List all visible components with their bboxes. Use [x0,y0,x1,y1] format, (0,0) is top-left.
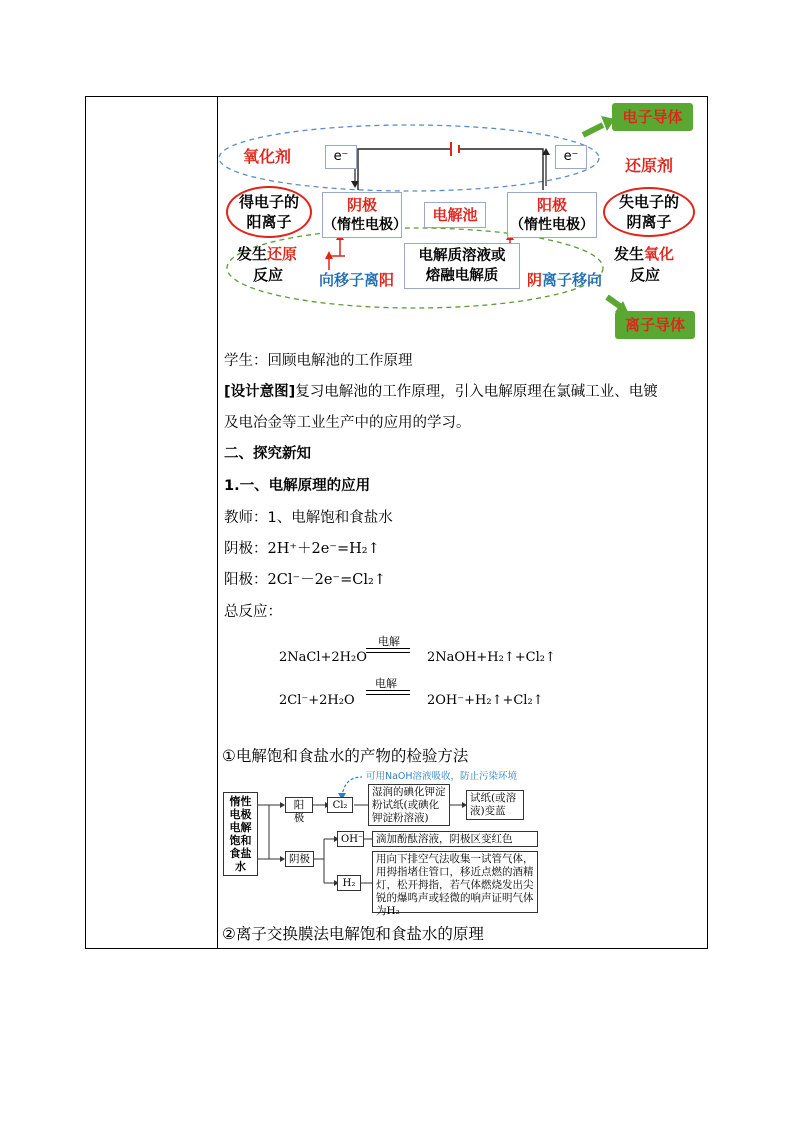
anode-box [507,192,597,238]
cation-migration-label: 向移子离阳 [319,271,395,289]
lose-electron-anion-oval [603,187,695,237]
total-reaction-label: 总反应： [224,604,282,620]
section-heading: 二、探究新知 [224,446,311,462]
cathode-title: 阴极 [346,196,377,214]
cathode-subtitle: （惰性电极） [323,217,407,233]
anode-title: 阳极 [536,196,567,214]
item2-heading: ②离子交换膜法电解饱和食盐水的原理 [222,925,484,943]
electron-box-right: e⁻ [555,145,587,169]
gain-electron-line1: 得电子的 [238,193,299,211]
naoh-absorb-note: 可用NaOH溶液吸收，防止污染环境 [366,771,518,782]
eq2-equals [366,690,410,695]
reduction-reaction-line1: 发生还原 [237,245,298,263]
flow-cathode-box: 阴极 [285,851,314,867]
reduction-reaction-line2: 反应 [253,266,284,284]
electron-box-left: e⁻ [325,145,357,169]
cathode-box [322,192,407,238]
flow-h2-box: H₂ [337,875,361,891]
eq1-right: 2NaOH+H₂↑+Cl₂↑ [427,650,556,665]
eq2-condition: 电解 [375,677,397,690]
lose-electron-line1: 失电子的 [618,193,679,211]
flow-start-box: 惰性电极电解饱和食盐水 [223,792,258,876]
flow-cl2-result-box: 试纸(或溶液)变蓝 [466,790,524,820]
eq1-condition: 电解 [378,635,400,648]
electron-conductor-badge: 电子导体 [612,103,693,131]
flow-h2-test-box: 用向下排空气法收集一试管气体，用拇指堵住管口，移近点燃的酒精灯，松开拇指，若气体燃烧发出尖锐的爆鸣声或轻微的响声证明气体为H₂ [372,851,538,913]
flow-cl2-box: Cl₂ [327,797,353,813]
design-intent-line1: [设计意图]复习电解池的工作原理，引入电解原理在氯碱工业、电镀 [224,384,658,400]
anode-equation: 阳极：2Cl⁻－2e⁻=Cl₂↑ [224,572,386,588]
ion-conductor-badge: 离子导体 [615,311,695,339]
electrolyte-box [404,243,520,289]
eq2-right: 2OH⁻+H₂↑+Cl₂↑ [427,693,544,708]
flow-oh-test-box: 滴加酚酞溶液，阴极区变红色 [372,831,538,847]
flow-cl2-test-box: 湿润的碘化钾淀粉试纸(或碘化钾淀粉溶液) [368,784,450,826]
eq1-equals [366,648,410,653]
electrolyte-line1: 电解质溶液或 [418,248,506,264]
flow-anode-box: 阳极 [285,797,313,813]
oxidation-reaction-line1: 发生氧化 [614,245,675,263]
cathode-equation: 阴极：2H⁺＋2e⁻=H₂↑ [224,541,380,557]
anode-subtitle: （惰性电极） [510,217,594,233]
oxidation-reaction-line2: 反应 [630,266,661,284]
electrolyte-line2: 熔融电解质 [425,268,499,284]
design-intent-line2: 及电冶金等工业生产中的应用的学习。 [224,415,471,431]
lose-electron-line2: 阴离子 [626,213,672,231]
gain-electron-line2: 阳离子 [246,213,292,231]
reductant-label: 还原剂 [625,156,674,175]
electrolytic-cell-box: 电解池 [424,202,486,228]
eq1-left: 2NaCl+2H₂O [279,650,367,665]
eq2-left: 2Cl⁻+2H₂O [279,693,355,708]
anion-migration-label: 阴离子移向 [527,271,603,289]
teacher-line: 教师：1、电解饱和食盐水 [224,510,393,526]
item1-heading: ①电解饱和食盐水的产物的检验方法 [222,747,469,765]
subsection-heading: 1.一、电解原理的应用 [224,478,371,494]
gain-electron-cation-oval [226,186,312,238]
student-line: 学生：回顾电解池的工作原理 [224,353,413,369]
oxidant-label: 氧化剂 [243,147,292,166]
flow-oh-box: OH⁻ [337,831,364,847]
